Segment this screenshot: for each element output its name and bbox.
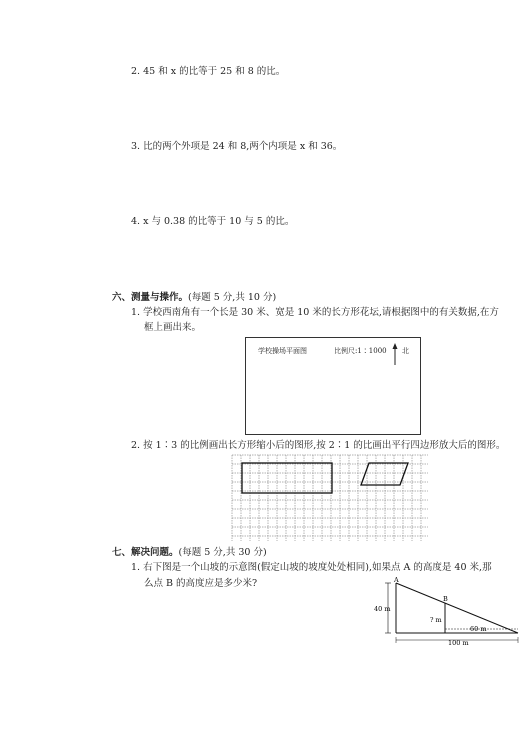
label-A: A [394, 576, 399, 584]
problem-3: 3. 比的两个外项是 24 和 8,两个内项是 x 和 36。 [131, 141, 343, 152]
map-title: 学校操场平面图 [258, 347, 307, 355]
label-100m: 100 m [448, 639, 469, 647]
map-drawing-box[interactable] [245, 337, 421, 435]
drawing-grid[interactable] [232, 455, 428, 541]
s7-q1-line2: 么点 B 的高度应是多少米? [144, 578, 258, 589]
map-scale: 比例尺:1∶1000 [334, 347, 387, 355]
section6-heading [112, 292, 276, 304]
section7-heading [112, 547, 267, 559]
section7-title: 七、解决问题。 [112, 547, 179, 558]
slope-line [396, 583, 518, 633]
label-40m: 40 m [374, 605, 391, 613]
north-label: 北 [402, 347, 409, 355]
s6-q1-line1: 1. 学校西南角有一个长是 30 米、宽是 10 米的长方形花坛,请根据图中的有关数据,在方 [131, 307, 499, 318]
s7-q1-line1: 1. 右下图是一个山坡的示意图(假定山坡的坡度处处相同),如果点 A 的高度是 40 米,那 [131, 562, 492, 573]
section7-note: (每题 5 分,共 30 分) [178, 547, 267, 558]
label-B: B [443, 595, 448, 603]
section6-title: 六、测量与操作。 [112, 292, 189, 303]
s6-q2-text: 2. 按 1∶3 的比例画出长方形缩小后的图形,按 2∶1 的比画出平行四边形放大后的图形。 [131, 440, 506, 451]
section6-note: (每题 5 分,共 10 分) [188, 292, 277, 303]
rectangle-shape [242, 463, 332, 493]
problem-2: 2. 45 和 x 的比等于 25 和 8 的比。 [131, 66, 286, 77]
label-60m: 60 m [470, 625, 487, 633]
label-question-m: ? m [430, 616, 442, 624]
parallelogram-shape [361, 463, 408, 485]
slope-diagram [370, 578, 522, 650]
north-arrow-icon [391, 343, 399, 365]
s6-q1-line2: 框上画出来。 [144, 322, 202, 333]
problem-4: 4. x 与 0.38 的比等于 10 与 5 的比。 [131, 216, 295, 227]
